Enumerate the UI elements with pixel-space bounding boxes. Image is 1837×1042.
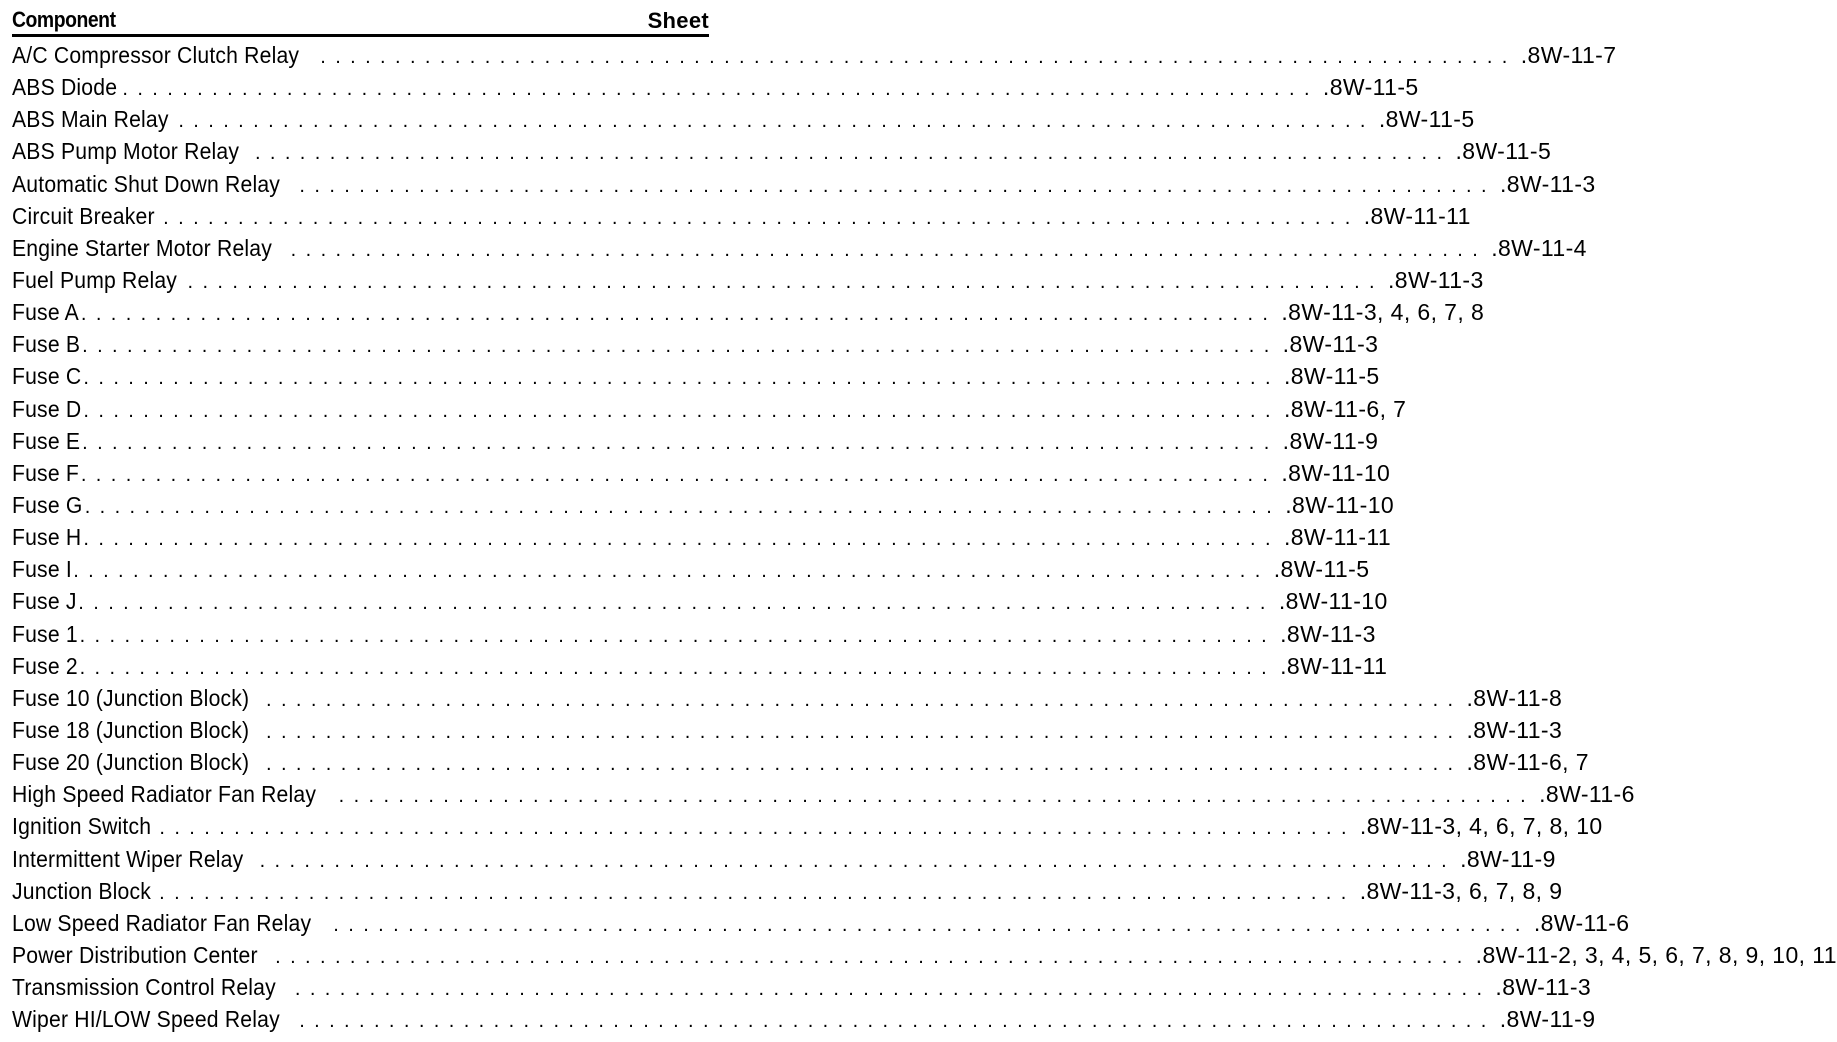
component-column-header: Component	[12, 7, 116, 32]
table-row	[12, 328, 1379, 360]
sheet-reference: .8W-11-7	[1520, 42, 1617, 68]
sheet-reference: .8W-11-3	[1282, 331, 1379, 358]
table-row	[12, 971, 1592, 1003]
sheet-reference: .8W-11-2, 3, 4, 5, 6, 7, 8, 9, 10, 11	[1475, 941, 1837, 968]
dot-leader: ................................................................................	[338, 785, 1536, 808]
component-name: Power Distribution Center	[12, 941, 258, 968]
table-row	[12, 682, 1563, 714]
dot-leader: ................................................................................	[82, 431, 1279, 454]
component-name: Fuse G	[12, 491, 83, 518]
sheet-reference: .8W-11-8	[1466, 684, 1563, 711]
component-name: Intermittent Wiper Relay	[12, 845, 244, 872]
sheet-reference: .8W-11-5	[1273, 556, 1370, 583]
component-name: Circuit Breaker	[12, 202, 155, 229]
sheet-reference: .8W-11-6	[1533, 909, 1630, 936]
sheet-reference: .8W-11-6, 7	[1283, 395, 1407, 422]
sheet-reference: .8W-11-11	[1363, 202, 1471, 229]
sheet-reference: .8W-11-3	[1499, 170, 1596, 197]
table-row	[12, 457, 1391, 489]
dot-leader: ................................................................................	[83, 367, 1280, 390]
dot-leader: ................................................................................	[333, 913, 1530, 936]
dot-leader: ................................................................................	[178, 110, 1375, 133]
dot-leader: ................................................................................	[299, 1010, 1496, 1033]
sheet-reference: .8W-11-3, 4, 6, 7, 8	[1281, 299, 1485, 326]
sheet-reference: .8W-11-5	[1283, 363, 1380, 390]
component-name: Fuse 20 (Junction Block)	[12, 749, 250, 776]
component-name: Fuse F	[12, 459, 79, 486]
table-row	[12, 810, 1603, 842]
dot-leader: ................................................................................	[275, 945, 1472, 968]
dot-leader: ................................................................................	[159, 881, 1356, 904]
dot-leader: ................................................................................	[187, 270, 1385, 293]
sheet-reference: .8W-11-3	[1388, 266, 1484, 293]
component-name: Fuse I	[12, 556, 72, 583]
dot-leader: ................................................................................	[83, 399, 1280, 422]
dot-leader: ................................................................................	[265, 753, 1463, 776]
table-header	[12, 4, 709, 37]
component-name: A/C Compressor Clutch Relay	[12, 42, 300, 68]
sheet-reference: .8W-11-5	[1455, 138, 1552, 165]
dot-leader: ................................................................................	[122, 78, 1319, 101]
sheet-reference: .8W-11-5	[1378, 106, 1475, 133]
table-row	[12, 393, 1407, 425]
sheet-reference: .8W-11-6, 7	[1466, 749, 1589, 776]
component-name: Wiper HI/LOW Speed Relay	[12, 1006, 280, 1033]
table-row	[12, 521, 1392, 553]
component-name: ABS Diode	[12, 74, 118, 101]
table-row	[12, 875, 1563, 907]
component-name: Fuse 2	[12, 652, 78, 679]
component-name: ABS Main Relay	[12, 106, 169, 133]
component-name: Fuse D	[12, 395, 82, 422]
dot-leader: ................................................................................	[73, 560, 1270, 583]
component-name: Transmission Control Relay	[12, 974, 276, 1001]
table-row	[12, 425, 1379, 457]
dot-leader: ................................................................................	[265, 688, 1463, 711]
dot-leader: ................................................................................	[320, 46, 1517, 68]
sheet-reference: .8W-11-10	[1278, 588, 1388, 615]
table-row	[12, 907, 1630, 939]
table-row	[12, 296, 1485, 328]
component-name: Fuse A	[12, 299, 79, 326]
dot-leader: ................................................................................	[79, 656, 1277, 679]
component-name: Automatic Shut Down Relay	[12, 170, 281, 197]
sheet-reference: .8W-11-4	[1491, 234, 1587, 261]
table-row	[12, 585, 1388, 617]
sheet-reference: .8W-11-3	[1280, 620, 1376, 647]
table-row	[12, 553, 1370, 585]
sheet-reference: .8W-11-9	[1460, 845, 1556, 872]
sheet-reference: .8W-11-11	[1280, 652, 1388, 679]
table-row	[12, 778, 1635, 810]
table-row	[12, 939, 1837, 971]
component-name: Engine Starter Motor Relay	[12, 234, 273, 261]
table-body	[12, 39, 1837, 1035]
dot-leader: ................................................................................	[254, 142, 1452, 165]
table-row	[12, 39, 1617, 71]
table-row	[12, 714, 1563, 746]
dot-leader: ................................................................................	[159, 817, 1356, 840]
table-row	[12, 360, 1380, 392]
sheet-reference: .8W-11-3, 6, 7, 8, 9	[1359, 877, 1563, 904]
table-row	[12, 1003, 1596, 1035]
dot-leader: ................................................................................	[80, 463, 1278, 486]
component-name: Fuse H	[12, 524, 82, 551]
component-name: ABS Pump Motor Relay	[12, 138, 240, 165]
sheet-reference: .8W-11-9	[1282, 427, 1379, 454]
sheet-reference: .8W-11-11	[1283, 524, 1392, 551]
table-row	[12, 618, 1376, 650]
component-name: Fuse B	[12, 331, 81, 358]
table-row	[12, 746, 1589, 778]
sheet-reference: .8W-11-10	[1285, 491, 1395, 518]
dot-leader: ................................................................................	[83, 528, 1280, 551]
dot-leader: ................................................................................	[80, 303, 1278, 326]
table-row	[12, 103, 1475, 135]
table-row	[12, 232, 1587, 264]
component-name: Fuse E	[12, 427, 81, 454]
dot-leader: ................................................................................	[163, 206, 1360, 229]
dot-leader: ................................................................................	[79, 624, 1277, 647]
component-name: Fuse J	[12, 588, 77, 615]
dot-leader: ................................................................................	[290, 238, 1488, 261]
component-index-table	[12, 4, 1837, 1035]
table-row	[12, 168, 1596, 200]
sheet-reference: .8W-11-3	[1495, 974, 1592, 1001]
sheet-reference: .8W-11-9	[1499, 1006, 1596, 1033]
sheet-reference: .8W-11-5	[1322, 74, 1419, 101]
sheet-reference: .8W-11-6	[1539, 781, 1635, 808]
sheet-column-header: Sheet	[647, 8, 709, 33]
dot-leader: ................................................................................	[84, 495, 1282, 518]
table-row	[12, 135, 1552, 167]
sheet-reference: .8W-11-10	[1281, 459, 1391, 486]
component-name: Fuse C	[12, 363, 82, 390]
component-name: Fuel Pump Relay	[12, 266, 178, 293]
table-row	[12, 650, 1388, 682]
component-name: Junction Block	[12, 877, 152, 904]
dot-leader: ................................................................................	[265, 720, 1463, 743]
table-row	[12, 200, 1471, 232]
sheet-reference: .8W-11-3, 4, 6, 7, 8, 10	[1359, 813, 1603, 840]
dot-leader: ................................................................................	[78, 592, 1275, 615]
dot-leader: ................................................................................	[259, 849, 1457, 872]
table-row	[12, 489, 1395, 521]
dot-leader: ................................................................................	[294, 978, 1492, 1001]
component-name: Ignition Switch	[12, 813, 152, 840]
dot-leader: ................................................................................	[82, 335, 1279, 358]
component-name: Fuse 18 (Junction Block)	[12, 716, 250, 743]
component-name: Fuse 10 (Junction Block)	[12, 684, 250, 711]
table-row	[12, 71, 1419, 103]
component-name: Fuse 1	[12, 620, 78, 647]
table-row	[12, 843, 1556, 875]
table-row	[12, 264, 1484, 296]
component-name: Low Speed Radiator Fan Relay	[12, 909, 312, 936]
sheet-reference: .8W-11-3	[1466, 716, 1563, 743]
component-name: High Speed Radiator Fan Relay	[12, 781, 317, 808]
dot-leader: ................................................................................	[299, 174, 1496, 197]
